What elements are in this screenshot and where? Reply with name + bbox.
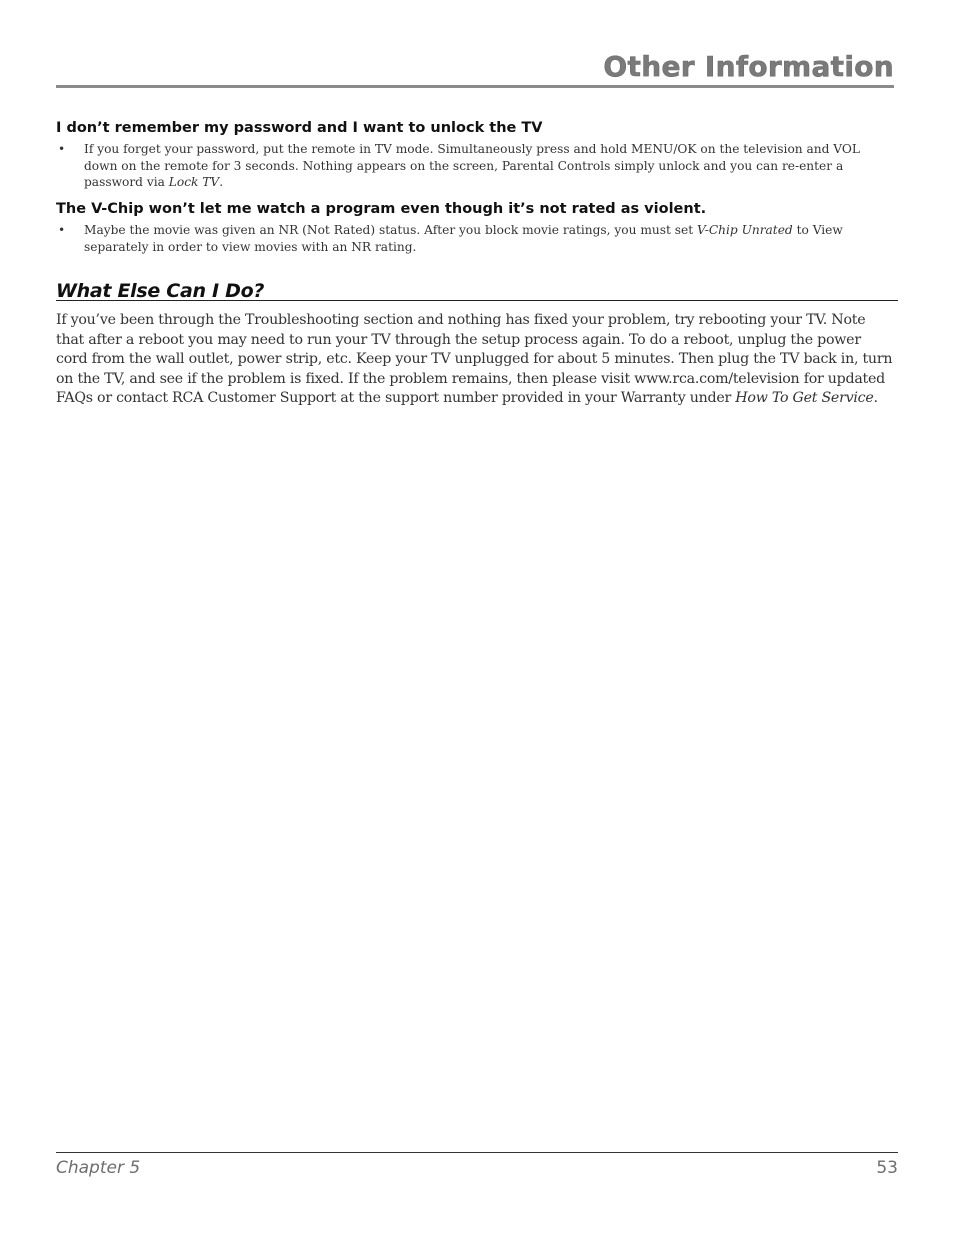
footer-divider bbox=[56, 1152, 898, 1153]
bullet-text: Maybe the movie was given an NR (Not Rated) status. After you block movie ratings, you must set bbox=[84, 223, 698, 237]
section-header bbox=[56, 280, 898, 301]
page-number: 53 bbox=[876, 1158, 898, 1178]
list-item bbox=[56, 222, 894, 255]
section-body-text: If you’ve been through the Troubleshooting section and nothing has fixed your problem, try rebooting your TV. Note that after a reboot you may need to run your TV through the setup process again. To do a reboot, unplug the power cord from the wall outlet, power strip, etc. Keep your TV unplugged for about 5 minutes. Then plug the TV back in, turn on the TV, and see if the problem is fixed. If the problem remains, then please visit www.rca.com/television for updated FAQs or contact RCA Customer Support at the support number provided in your Warranty under bbox=[56, 312, 893, 406]
section-body bbox=[56, 311, 896, 409]
page-header bbox=[56, 50, 894, 88]
chapter-label: Chapter 5 bbox=[56, 1158, 141, 1178]
bullet-text-italic: Lock TV bbox=[168, 175, 220, 189]
page-footer bbox=[56, 1152, 898, 1179]
bullet-icon: • bbox=[58, 142, 66, 156]
qa-heading: The V-Chip won’t let me watch a program even though it’s not rated as violent. bbox=[56, 201, 707, 217]
bullet-text-end: to View separately in order to view movies with an NR rating. bbox=[84, 223, 843, 254]
page-title: Other Information bbox=[603, 50, 894, 83]
bullet-text-end: . bbox=[219, 175, 224, 189]
bullet-text: If you forget your password, put the remote in TV mode. Simultaneously press and hold MENU/OK on the television and VOL down on the remote for 3 seconds. Nothing appears on the screen, Parental Controls simply unlock and you can re-enter a password via bbox=[84, 142, 860, 189]
list-item bbox=[56, 141, 894, 191]
section-body-end: . bbox=[873, 390, 878, 406]
section-body-italic: How To Get Service bbox=[735, 390, 874, 406]
qa-heading: I don’t remember my password and I want to unlock the TV bbox=[56, 120, 543, 136]
header-divider bbox=[56, 85, 894, 88]
bullet-icon: • bbox=[58, 223, 66, 237]
bullet-text-italic: V-Chip Unrated bbox=[697, 223, 793, 237]
qa-item-vchip bbox=[56, 200, 894, 255]
qa-item-password bbox=[56, 119, 894, 191]
section-title: What Else Can I Do? bbox=[56, 280, 265, 302]
